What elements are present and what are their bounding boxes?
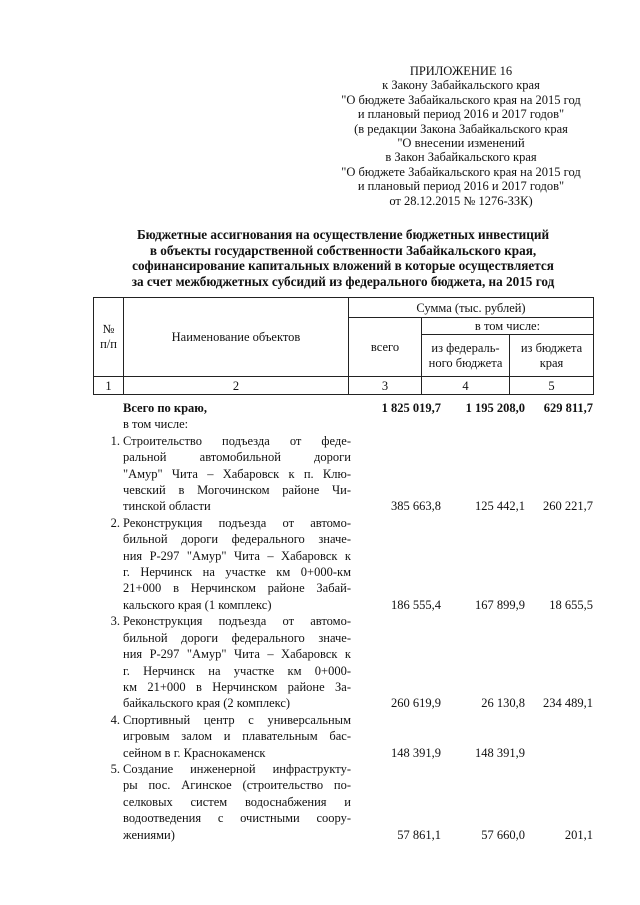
row-federal: 167 899,9 (475, 597, 525, 612)
row-name-line: игровым залом и плавательным бас- (123, 729, 351, 744)
header-including: в том числе: (422, 318, 594, 335)
row-name-line: "Амур" Чита – Хабаровск к п. Клю- (123, 466, 351, 481)
title-line: в объекты государственной собственности Забайкальского края, (149, 242, 537, 258)
header-federal: из федераль-ного бюджета (422, 335, 510, 377)
title-line: Бюджетные ассигнования на осуществление бюджетных инвестиций (136, 227, 550, 242)
appendix-line: в Закон Забайкальского края (385, 150, 537, 165)
row-federal: 148 391,9 (475, 745, 525, 760)
row-regional: 234 489,1 (543, 696, 593, 711)
row-name-line: байкальского края (2 комплекс) (123, 696, 291, 711)
sublabel: в том числе: (123, 417, 189, 432)
row-federal: 125 442,1 (475, 499, 525, 514)
row-name-line: км 21+000 в Нерчинском районе За- (123, 679, 351, 694)
table-row (93, 515, 593, 613)
row-name-line: тинской области (123, 499, 211, 514)
row-name-line: ния Р-297 "Амур" Чита – Хабаровск к (123, 647, 351, 662)
row-name (123, 433, 351, 515)
row-federal: 57 660,0 (481, 827, 525, 842)
row-name-line: селковых систем водоснабжения и (123, 794, 351, 809)
title-line: за счет межбюджетных субсидий из федерального бюджета, на 2015 год (131, 273, 555, 289)
row-name-line: чевский в Могочинском районе Чи- (123, 483, 351, 498)
row-total: 260 619,9 (391, 696, 441, 711)
row-name-line: жениями) (123, 827, 175, 842)
row-regional: 260 221,7 (543, 499, 593, 514)
row-name-line: Спортивный центр с универсальным (123, 712, 351, 727)
row-name (123, 613, 351, 711)
row-name-line: Реконструкция подъезда от автомо- (123, 515, 351, 530)
row-name-line: ральной автомобильной дороги (123, 450, 351, 465)
row-total: 148 391,9 (391, 745, 441, 760)
row-number: 5. (110, 761, 120, 776)
row-name-line: Строительство подъезда от феде- (123, 433, 351, 448)
table-row-sublabel (93, 416, 593, 432)
header-index: 4 (422, 377, 510, 395)
document-title (92, 227, 594, 289)
header-index: 1 (94, 377, 124, 395)
row-total: 385 663,8 (391, 499, 441, 514)
header-index: 3 (349, 377, 422, 395)
header-name: Наименование объектов (124, 298, 349, 377)
total-sum: 1 825 019,7 (381, 401, 441, 415)
appendix-line: "О внесении изменений (397, 136, 525, 151)
row-name-line: г. Нерчинск на участке км 0+000- (123, 663, 351, 678)
appendix-line: от 28.12.2015 № 1276-ЗЗК) (389, 193, 533, 208)
row-total: 57 861,1 (397, 827, 441, 842)
row-number: 2. (110, 515, 120, 530)
row-regional: 201,1 (564, 827, 593, 842)
row-number: 3. (110, 614, 120, 629)
table-row (93, 712, 593, 761)
row-name-line: 21+000 в Нерчинском районе Забай- (123, 581, 351, 596)
table-row (93, 613, 593, 711)
header-index: 5 (510, 377, 594, 395)
row-name-line: ния Р-297 "Амур" Чита – Хабаровск к (123, 548, 351, 563)
appendix-line: "О бюджете Забайкальского края на 2015 год (341, 164, 581, 179)
row-total: 186 555,4 (391, 597, 441, 612)
row-name-line: ры пос. Агинское (строительство по- (123, 778, 351, 793)
appendix-line: (в редакции Закона Забайкальского края (354, 121, 568, 136)
appendix-note (318, 64, 604, 208)
table-header (93, 297, 594, 395)
appendix-line: и плановый период 2016 и 2017 годов" (357, 179, 565, 194)
row-name-line: Создание инженерной инфраструкту- (123, 761, 351, 776)
total-federal: 1 195 208,0 (465, 401, 525, 415)
header-regional: из бюджета края (510, 335, 594, 377)
row-federal: 26 130,8 (481, 696, 525, 711)
row-name-line: сейном в г. Краснокаменск (123, 745, 266, 760)
row-name-line: бильной дороги федерального значе- (123, 532, 351, 547)
appendix-line: "О бюджете Забайкальского края на 2015 год (341, 92, 581, 107)
header-num: № п/п (94, 298, 124, 377)
appendix-line: и плановый период 2016 и 2017 годов" (357, 107, 565, 122)
row-name (123, 761, 351, 843)
total-regional: 629 811,7 (543, 401, 593, 415)
total-label: Всего по краю, (123, 401, 207, 415)
appendix-line: к Закону Забайкальского края (382, 78, 540, 93)
row-name-line: Реконструкция подъезда от автомо- (123, 614, 351, 629)
table-row (93, 761, 593, 843)
row-number: 4. (110, 712, 120, 727)
row-name (123, 515, 351, 613)
row-name-line: г. Нерчинск на участке км 0+000-км (123, 565, 351, 580)
table-row (93, 433, 593, 515)
row-regional: 18 655,5 (549, 597, 593, 612)
header-total: всего (349, 318, 422, 377)
table-row-total (93, 400, 593, 416)
header-sum: Сумма (тыс. рублей) (349, 298, 594, 318)
title-line: софинансирование капитальных вложений в которые осуществляется (132, 258, 554, 274)
row-name-line: водоотведения с очистными соору- (123, 811, 351, 826)
header-index: 2 (124, 377, 349, 395)
row-name (123, 712, 351, 761)
table-body (93, 400, 593, 843)
row-number: 1. (110, 433, 120, 448)
row-name-line: кальского края (1 комплекс) (123, 597, 272, 612)
row-name-line: бильной дороги федерального значе- (123, 630, 351, 645)
appendix-line: ПРИЛОЖЕНИЕ 16 (409, 64, 513, 78)
